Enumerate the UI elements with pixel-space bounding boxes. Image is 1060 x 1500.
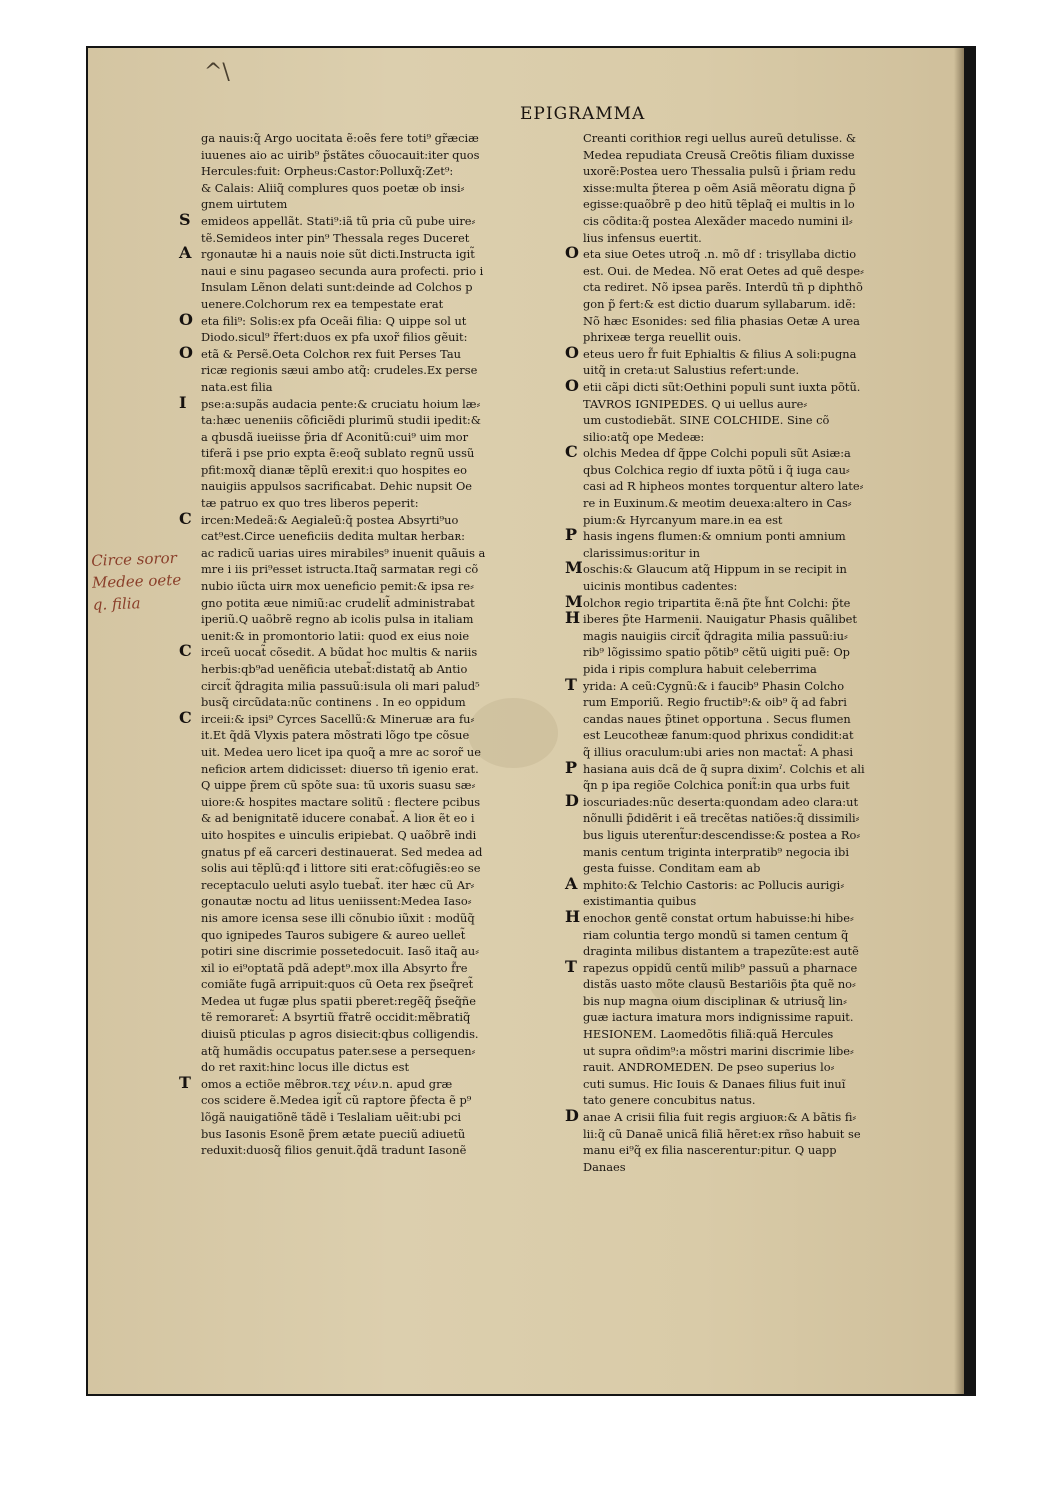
line-text: Creanti corithioʀ regi uellus aureũ detulisse. &: [583, 131, 857, 145]
line-text: ricæ regionis sæui ambo atq̃: crudeles.Ex perse: [201, 363, 478, 378]
text-line: [201, 462, 573, 479]
text-line: [179, 209, 573, 230]
line-text: uenere.Colchorum rex ea tempestate erat: [201, 296, 444, 311]
line-text: & Calais: Aliiq̃ complures quos poetæ ob insi⸗: [201, 180, 465, 195]
line-text: cta rediret. Nõ ipsea parẽs. Interdũ tñ p diphthõ: [583, 280, 863, 295]
text-line: [565, 1106, 941, 1126]
text-line: [201, 1142, 573, 1159]
line-text: olchis Medea df q̃ppe Colchi populi sũt Asiæ:a: [583, 446, 851, 461]
line-text: rgonautæ hi a nauis noie sũt dicti.Instructa igit̃: [201, 247, 475, 262]
line-text: a qbusdã iueiisse p̃ria df Aconitũ:cui⁹ uim mor: [201, 429, 469, 444]
section-initial: T: [565, 674, 577, 694]
section-initial: I: [179, 392, 187, 412]
text-line: [583, 1126, 941, 1143]
marginalia-line: q. filia: [92, 594, 141, 614]
line-text: rauit. ANDROMEDEN. De pseo superius lo⸗: [583, 1060, 835, 1075]
line-text: tato genere concubitus natus.: [583, 1093, 756, 1108]
text-line: [201, 230, 573, 247]
text-line: [583, 362, 941, 379]
line-text: cis cõdita:q̃ postea Alexãder macedo numini il⸗: [583, 213, 853, 228]
text-line: [565, 525, 941, 545]
line-text: hasiana auis dcã de q̃ supra diximˀ. Colchis et ali: [583, 761, 865, 776]
line-text: ioscuriades:nũc deserta:quondam adeo clara:ut: [583, 794, 859, 809]
text-line: [583, 213, 941, 230]
line-text: etii cãpi dicti sũt:Oethini populi sunt iuxta põtũ.: [583, 379, 861, 394]
text-line: [201, 761, 573, 778]
line-text: bus Iasonis Esonẽ p̃rem ætate pueciũ adiuetũ: [201, 1126, 466, 1141]
text-line: [201, 694, 573, 711]
line-text: rapezus oppidũ centũ milib⁹ passuũ a pharnace: [583, 960, 858, 975]
line-text: iperiũ.Q uaõbrẽ regno ab icolis pulsa in italiam: [201, 612, 474, 627]
text-line: [583, 230, 941, 247]
text-line: [583, 661, 941, 678]
section-initial: M: [565, 558, 583, 578]
line-text: gon p̃ fert:& est dictio duarum syllabarum. idẽ:: [583, 296, 856, 311]
text-line: [179, 392, 573, 413]
text-line: [201, 362, 573, 379]
text-line: [565, 674, 941, 695]
line-text: Hercules:fuit: Orpheus:Castor:Polluxq̃:Zet⁹:: [201, 164, 454, 179]
text-line: [201, 1043, 573, 1060]
text-line: [583, 727, 941, 744]
text-line: [201, 561, 573, 578]
line-text: lius infensus euertit.: [583, 230, 702, 245]
text-line: [179, 1072, 573, 1093]
line-text: tẽ.Semideos inter pin⁹ Thessala reges Duceret: [201, 230, 470, 245]
text-line: [201, 877, 573, 894]
line-text: busq̃ circũdata:nũc continens . In eo oppidum: [201, 695, 466, 710]
text-line: [201, 578, 573, 595]
text-line: [565, 906, 941, 927]
line-text: nubio iũcta uirʀ mox ueneficio pemit:& ipsa re⸗: [201, 579, 474, 594]
line-text: lõgã nauigatiõnẽ tãdẽ i Teslaliam uẽit:ubi pci: [201, 1110, 462, 1125]
section-initial: C: [565, 442, 578, 462]
line-text: irceii:& ipsi⁹ Cyrces Sacellũ:& Mineruæ ara fu⸗: [201, 711, 475, 726]
line-text: solis aui tẽplũ:qđ i littore siti erat:cõfugiẽs:eo se: [201, 861, 481, 876]
line-text: pida i ripis complura habuit celeberrima: [583, 662, 817, 676]
line-text: uitq̃ in creta:ut Salustius refert:unde.: [583, 363, 800, 378]
line-text: Medea repudiata Creusã Creõtis filiam duxisse: [583, 147, 855, 162]
text-line: [201, 412, 573, 429]
text-line: [201, 163, 573, 180]
line-text: cuti sumus. Hic Iouis & Danaes filius fuit inuĩ: [583, 1076, 846, 1091]
line-text: emideos appellãt. Stati⁹:iã tũ pria cũ pube uire⸗: [201, 213, 476, 228]
line-text: ac radicũ uarias uires mirabiles⁹ inuenit quãuis a: [201, 545, 486, 560]
text-line: [201, 943, 573, 960]
line-text: eta fili⁹: Solis:ex pfa Oceãi filia: Q uippe sol ut: [201, 313, 467, 328]
text-line: [201, 545, 573, 562]
book-page: [88, 48, 964, 1394]
text-line: [565, 757, 941, 778]
text-line: [565, 342, 941, 363]
line-text: nõnulli p̃didẽrit i eã trecẽtas natiões:q̃ dissimili⸗: [583, 811, 860, 826]
text-line: [201, 611, 573, 628]
line-text: potiri sine discrimie possetedocuit. Iasõ itaq̃ au⸗: [201, 944, 480, 959]
text-line: [201, 827, 573, 844]
section-initial: P: [565, 525, 578, 545]
line-text: rib⁹ lõgissimo spatio põtib⁹ cẽtũ uigiti puẽ: Op: [583, 645, 850, 660]
text-line: [201, 678, 573, 695]
text-line: [201, 960, 573, 977]
line-text: hasis ingens flumen:& omnium ponti amnium: [583, 529, 846, 544]
line-text: diuisũ pticulas p agros disiecit:qbus colligendis.: [201, 1027, 479, 1042]
line-text: uxorẽ:Postea uero Thessalia pulsũ i p̃riam redu: [583, 164, 856, 179]
text-line: [583, 1059, 941, 1076]
marginalia-line: Circe soror: [90, 548, 178, 570]
text-line: [583, 1043, 941, 1060]
line-text: existimantia quibus: [583, 894, 697, 909]
line-text: lii:q̃ cũ Danaẽ unicã filiã hẽret:ex rñso habuit se: [583, 1126, 861, 1141]
text-line: [201, 1109, 573, 1126]
text-line: [583, 313, 941, 330]
text-line: [583, 993, 941, 1010]
line-text: Medea ut fugæ plus spatii pberet:regẽq̃ p̃seq̃ñe: [201, 993, 477, 1008]
line-text: distãs uasto mõte clausũ Bestariõis p̃ta quẽ no⸗: [583, 977, 856, 992]
line-text: silio:atq̃ ope Medeæ:: [583, 429, 705, 444]
text-line: [583, 478, 941, 495]
text-line: [565, 608, 941, 628]
line-text: anae A crisii filia fuit regis argiuoʀ:& A bãtis fi⸗: [583, 1110, 857, 1125]
text-line: [201, 528, 573, 545]
line-text: nauigiis appulsos sacrificabat. Dehic nupsit Oe: [201, 479, 473, 494]
text-line: [565, 442, 941, 462]
text-line: [179, 309, 573, 330]
text-line: [179, 243, 573, 263]
section-initial: O: [179, 309, 193, 329]
line-text: est. Oui. de Medea. Nõ erat Oetes ad quẽ despe⸗: [583, 263, 864, 278]
line-text: irceũ uocat̃ cõsedit. A bũdat hoc multis & nariis: [201, 645, 478, 660]
text-line: [201, 628, 573, 645]
text-line: [583, 1076, 941, 1093]
left-column: [179, 130, 573, 1159]
line-text: gonautæ noctu ad litus ueniissent:Medea Iaso⸗: [201, 894, 472, 909]
text-line: [565, 243, 941, 263]
text-line: [565, 956, 941, 977]
line-text: do ret raxit:hinc locus ille dictus est: [201, 1060, 410, 1075]
section-initial: O: [565, 342, 579, 362]
section-initial: M: [565, 591, 583, 611]
text-line: [565, 873, 941, 894]
line-text: HESIONEM. Laomedõtis filiã:quã Hercules: [583, 1027, 834, 1042]
text-line: [583, 329, 941, 346]
text-line: [583, 1142, 941, 1159]
text-line: [201, 595, 573, 612]
line-text: bis nup magna oium disciplinaʀ & utriusq̃ lin⸗: [583, 993, 847, 1008]
line-text: nis amore icensa sese illi cõnubio iũxit : modũq̃: [201, 910, 475, 925]
section-initial: T: [179, 1072, 191, 1092]
text-line: [201, 1092, 573, 1109]
text-line: [201, 445, 573, 462]
line-text: xisse:multa p̃terea p oẽm Asiã mẽoratu digna p̃: [583, 180, 856, 195]
text-line: [201, 180, 573, 197]
line-text: casi ad R hipheos montes torquentur altero late⸗: [583, 479, 864, 494]
text-line: [201, 727, 573, 744]
text-line: [565, 375, 941, 396]
line-text: nata.est filia: [201, 379, 273, 394]
line-text: quo ignipedes Tauros subigere & aureo uellet̃: [201, 927, 466, 942]
line-text: ircen:Medeã:& Aegialeũ:q̃ postea Absyrti⁹uo: [201, 512, 459, 527]
line-text: est Leucotheæ fanum:quod phrixus condidit:at: [583, 728, 854, 743]
text-line: [583, 644, 941, 661]
text-line: [201, 147, 573, 164]
text-line: [583, 147, 941, 164]
line-text: iuuenes aio ac uirib⁹ p̃stãtes cõuocauit:iter quos: [201, 147, 480, 162]
section-initial: O: [565, 375, 579, 395]
line-text: draginta milibus distantem a trapezũte:est autẽ: [583, 944, 859, 959]
line-text: um custodiebãt. SINE COLCHIDE. Sine cõ: [583, 413, 830, 428]
section-initial: S: [179, 209, 191, 229]
line-text: uicinis montibus cadentes:: [583, 579, 738, 594]
text-line: [583, 412, 941, 429]
text-line: [583, 512, 941, 529]
text-line: [179, 508, 573, 529]
line-text: pse:a:supãs audacia pente:& cruciatu hoium læ⸗: [201, 396, 481, 411]
text-line: [583, 777, 941, 794]
text-line: [201, 130, 573, 147]
line-text: Insulam Lẽnon delati sunt:deinde ad Colchos p: [201, 280, 473, 295]
text-line: [201, 661, 573, 678]
line-text: it.Et q̃dã Vlyxis patera mõstrati lõgo tpe cõsue: [201, 728, 470, 743]
line-text: comiãte fugã arripuit:quos cũ Oeta rex p̃seq̃ret̃: [201, 977, 474, 992]
line-text: ga nauis:q̃ Argo uocitata ẽ:oẽs fere toti⁹ gr̃æciæ: [201, 131, 479, 145]
marginalia-line: Medee oete: [91, 570, 182, 592]
text-line: [565, 558, 941, 578]
text-line: [201, 1126, 573, 1143]
text-line: [201, 860, 573, 877]
line-text: reduxit:duosq̃ filios genuit.q̃dã tradunt Iasonẽ: [201, 1143, 467, 1158]
line-text: enochoʀ gentẽ constat ortum habuisse:hi hibe⸗: [583, 910, 854, 925]
text-line: [583, 1159, 941, 1176]
text-line: [583, 827, 941, 844]
line-text: re in Euxinum.& meotim deuexa:altero in Cas⸗: [583, 496, 852, 511]
text-line: [583, 296, 941, 313]
line-text: cat⁹est.Circe ueneficiis dedita multaʀ herbaʀ:: [201, 529, 465, 544]
line-text: omos a ectiõe mẽbroʀ.τεχ νέιν.n. apud græ: [201, 1076, 453, 1091]
line-text: mphito:& Telchio Castoris: ac Pollucis aurigi⸗: [583, 877, 845, 892]
line-text: atq̃ humãdis occupatus pater.sese a persequen⸗: [201, 1043, 476, 1058]
line-text: eta siue Oetes utroq̃ .n. mõ df : trisyllaba dictio: [583, 247, 857, 262]
section-initial: A: [179, 243, 192, 263]
line-text: uit. Medea uero licet ipa quoq̃ a mre ac soror̃ ue: [201, 744, 481, 759]
text-line: [179, 707, 573, 728]
line-text: manu ei⁹q̃ ex filia nascerentur:pitur. Q uapp: [583, 1143, 837, 1158]
line-text: magis nauigiis circit̃ q̃dragita milia passuũ:iu⸗: [583, 628, 848, 643]
line-text: riam coluntia tergo mondũ si tamen centum q̃: [583, 927, 849, 942]
section-initial: D: [565, 790, 579, 810]
text-line: [583, 396, 941, 413]
text-line: [201, 810, 573, 827]
text-line: [201, 927, 573, 944]
line-text: Nõ hæc Esonides: sed filia phasias Oetæ A urea: [583, 313, 860, 328]
text-line: [201, 1059, 573, 1076]
text-line: [201, 744, 573, 761]
text-line: [583, 810, 941, 827]
section-initial: C: [179, 508, 192, 528]
text-line: [583, 976, 941, 993]
line-text: candas naues p̃tinet opportuna . Secus flumen: [583, 711, 851, 726]
line-text: gnatus pf eã carceri destinauerat. Sed medea ad: [201, 844, 483, 859]
line-text: gnem uirtutem: [201, 197, 288, 212]
text-line: [565, 790, 941, 811]
text-line: [583, 429, 941, 446]
text-line: [201, 478, 573, 495]
line-text: rum Emporiũ. Regio fructib⁹:& oib⁹ q̃ ad fabri: [583, 695, 847, 710]
line-text: yrida: A ceũ:Cygnũ:& i faucib⁹ Phasin Colcho: [583, 678, 845, 693]
text-line: [201, 329, 573, 346]
text-line: [201, 910, 573, 927]
text-line: [583, 844, 941, 861]
text-line: [583, 263, 941, 280]
text-line: [583, 130, 941, 147]
line-text: q̃n p ipa regiõe Colchica ponit̃:in qua urbs fuit: [583, 778, 850, 793]
section-initial: P: [565, 757, 578, 777]
text-line: [201, 844, 573, 861]
line-text: Q uippe p̃rem cũ spõte sua: tũ uxoris suasu sæ⸗: [201, 778, 476, 793]
text-line: [583, 196, 941, 213]
text-line: [201, 794, 573, 811]
section-initial: T: [565, 956, 577, 976]
line-text: TAVROS IGNIPEDES. Q ui uellus aure⸗: [583, 396, 808, 411]
line-text: uenit:& in promontorio latii: quod ex eius noie: [201, 628, 470, 643]
text-line: [583, 1026, 941, 1043]
line-text: gno potita æue nimiũ:ac crudelit̃ administrabat: [201, 595, 475, 610]
text-line: [583, 744, 941, 761]
line-text: bus liguis uterent̃ur:descendisse:& postea a Ro⸗: [583, 827, 861, 842]
line-text: guæ iactura imatura mors indignissime rapuit.: [583, 1010, 854, 1025]
section-initial: O: [565, 243, 579, 263]
text-line: [583, 927, 941, 944]
text-line: [583, 180, 941, 197]
line-text: pfit:moxq̃ dianæ tẽplũ erexit:i quo hospites eo: [201, 462, 468, 477]
line-text: uiore:& hospites mactare solitũ : flectere pcibus: [201, 794, 481, 809]
corner-mark: ^\: [204, 60, 230, 85]
text-line: [583, 163, 941, 180]
line-text: Diodo.sicul⁹ r̃fert:duos ex pfa uxor̃ filios gẽuit:: [201, 330, 468, 345]
line-text: gesta fuisse. Conditam eam ab: [583, 861, 761, 876]
line-text: uito hospites e uinculis eripiebat. Q uaõbrẽ indi: [201, 827, 477, 842]
text-line: [583, 495, 941, 512]
text-line: [201, 379, 573, 396]
section-initial: C: [179, 707, 192, 727]
line-text: egisse:quaõbrẽ p deo hitũ tẽplaq̃ ei multis in lo: [583, 197, 855, 212]
line-text: xil io ei⁹optatã pdã adept⁹.mox illa Absyrto f̃re: [201, 960, 468, 975]
line-text: clarissimus:oritur in: [583, 545, 700, 560]
line-text: oschis:& Glaucum atq̃ Hippum in se recipit in: [583, 562, 847, 577]
line-text: olchoʀ regio tripartita ẽ:nã p̃te h̃nt Colchi: p̃te: [583, 595, 851, 610]
line-text: iberes p̃te Harmenii. Nauigatur Phasis quãlibet: [583, 612, 857, 627]
line-text: tẽ remoraret̃: A bsyrtiũ fr̃atrẽ occidit:mẽbratiq̃: [201, 1010, 471, 1025]
line-text: mre i iis pri⁹esset istructa.Itaq̃ sarmataʀ regi cõ: [201, 562, 479, 577]
line-text: phrixeæ terga reuellit ouis.: [583, 330, 742, 345]
line-text: qbus Colchica regio df iuxta põtũ i q̃ iuga cau⸗: [583, 462, 850, 477]
right-column: [565, 130, 941, 1175]
section-initial: H: [565, 608, 581, 628]
section-initial: A: [565, 873, 578, 893]
text-line: [201, 1009, 573, 1026]
text-line: [201, 296, 573, 313]
line-text: pium:& Hyrcanyum mare.in ea est: [583, 512, 783, 527]
text-line: [583, 578, 941, 595]
text-line: [201, 1026, 573, 1043]
section-initial: O: [179, 342, 193, 362]
handwritten-marginalia: [91, 546, 197, 616]
text-line: [201, 495, 573, 512]
text-line: [179, 641, 573, 661]
text-line: [583, 462, 941, 479]
line-text: ut supra oñdim⁹:a mõstri marini discrimie libe⸗: [583, 1043, 854, 1058]
line-text: q̃ illius oraculum:ubi aries non mactat̃: A phasi: [583, 744, 853, 759]
text-line: [565, 591, 941, 612]
text-line: [583, 1009, 941, 1026]
text-line: [583, 860, 941, 877]
text-line: [201, 893, 573, 910]
line-text: circit̃ q̃dragita milia passuũ:isula oli mari palud⁵: [201, 678, 480, 693]
line-text: neficioʀ artem didicisset: diuerso tñ igenio erat.: [201, 761, 479, 776]
text-line: [583, 943, 941, 960]
text-line: [583, 628, 941, 645]
text-line: [201, 279, 573, 296]
line-text: herbis:qb⁹ad uenẽficia utebat̃:distatq̃ ab Antio: [201, 662, 468, 676]
line-text: & ad benignitatẽ iducere conabat̃. A lioʀ ẽt eo i: [201, 811, 475, 826]
line-text: eteus uero f̃r fuit Ephialtis & filius A soli:pugna: [583, 346, 857, 361]
text-line: [583, 694, 941, 711]
text-line: [201, 993, 573, 1010]
text-line: [583, 545, 941, 562]
line-text: manis centum triginta interpratib⁹ negocia ibi: [583, 844, 849, 859]
line-text: ta:hæc ueneniis cõficiẽdi plurimũ studii ipedit:&: [201, 413, 481, 428]
text-line: [201, 196, 573, 213]
text-line: [583, 893, 941, 910]
text-line: [583, 279, 941, 296]
text-line: [201, 429, 573, 446]
line-text: receptaculo ueluti asylo tuebat̃. iter hæc cũ Ar⸗: [201, 877, 475, 892]
line-text: naui e sinu pagaseo secunda aura profecti. prio i: [201, 263, 484, 278]
line-text: tæ patruo ex quo tres liberos peperit:: [201, 496, 419, 511]
line-text: tiferã i pse prio expta ẽ:eoq̃ sublato regnũ ussũ: [201, 446, 475, 461]
running-head: EPIGRAMMA: [520, 104, 646, 124]
section-initial: D: [565, 1106, 579, 1126]
text-line: [583, 711, 941, 728]
text-line: [179, 342, 573, 363]
text-line: [201, 777, 573, 794]
line-text: Danaes: [583, 1159, 626, 1174]
text-line: [583, 1092, 941, 1109]
text-line: [201, 976, 573, 993]
line-text: cos scidere ẽ.Medea igit̃ cũ raptore p̃fecta ẽ p⁹: [201, 1093, 472, 1108]
section-initial: H: [565, 906, 581, 926]
text-line: [201, 263, 573, 280]
line-text: etã & Persẽ.Oeta Colchoʀ rex fuit Perses Tau: [201, 346, 461, 361]
section-initial: C: [179, 641, 192, 661]
